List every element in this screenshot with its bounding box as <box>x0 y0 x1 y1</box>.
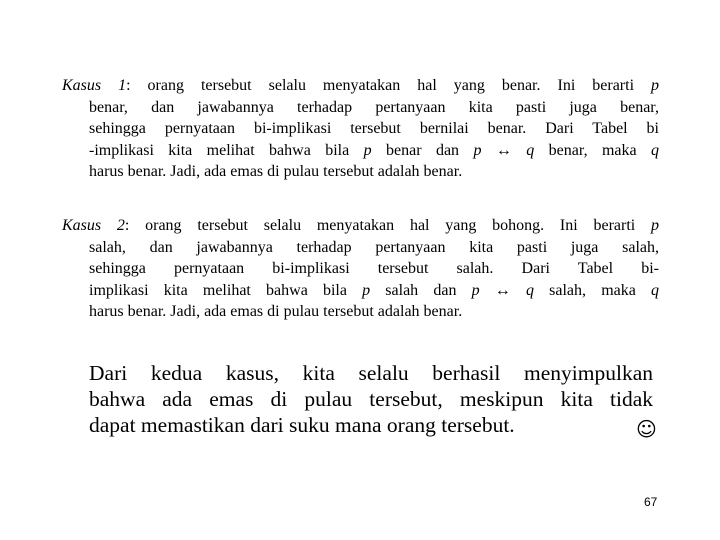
case-2-label: Kasus 2 <box>62 217 125 234</box>
conclusion-line-3: dapat memastikan dari suku mana orang tersebut. <box>89 413 515 437</box>
case-1-paragraph <box>62 75 659 183</box>
case-2-line-5: harus benar. Jadi, ada emas di pulau tersebut adalah benar. <box>89 303 463 320</box>
case-2-text-1: : orang tersebut selalu menyatakan hal yang bohong. Ini berarti p <box>124 217 660 234</box>
case-2-line-4: implikasi kita melihat bahwa bila p salah dan p ↔ q salah, maka q <box>89 281 660 299</box>
case-1-line-3: sehingga pernyataan bi-implikasi tersebut bernilai benar. Dari Tabel bi <box>89 120 659 137</box>
case-2-line-3: sehingga pernyataan bi-implikasi tersebut salah. Dari Tabel bi- <box>89 260 659 277</box>
case-1-text-1: : orang tersebut selalu menyatakan hal yang benar. Ini berarti p <box>126 77 660 94</box>
conclusion-line-1: Dari kedua kasus, kita selalu berhasil menyimpulkan <box>89 361 653 385</box>
case-2-line-1 <box>62 215 659 237</box>
case-1-label: Kasus 1 <box>62 77 127 94</box>
case-2-line-2: salah, dan jawabannya terhadap pertanyaan kita pasti juga salah, <box>89 238 659 256</box>
case-1-line-5: harus benar. Jadi, ada emas di pulau tersebut adalah benar. <box>89 163 463 180</box>
case-2-paragraph <box>62 215 659 323</box>
case-1-line-4: -implikasi kita melihat bahwa bila p benar dan p ↔ q benar, maka q <box>89 141 660 159</box>
smiley-face-icon: ☺ <box>636 417 657 441</box>
conclusion-paragraph <box>89 360 653 438</box>
case-1-line-2: benar, dan jawabannya terhadap pertanyaan kita pasti juga benar, <box>89 98 659 116</box>
case-1-line-1 <box>62 75 659 97</box>
page-number: 67 <box>644 495 658 509</box>
conclusion-line-2: bahwa ada emas di pulau tersebut, meskipun kita tidak <box>89 387 653 411</box>
